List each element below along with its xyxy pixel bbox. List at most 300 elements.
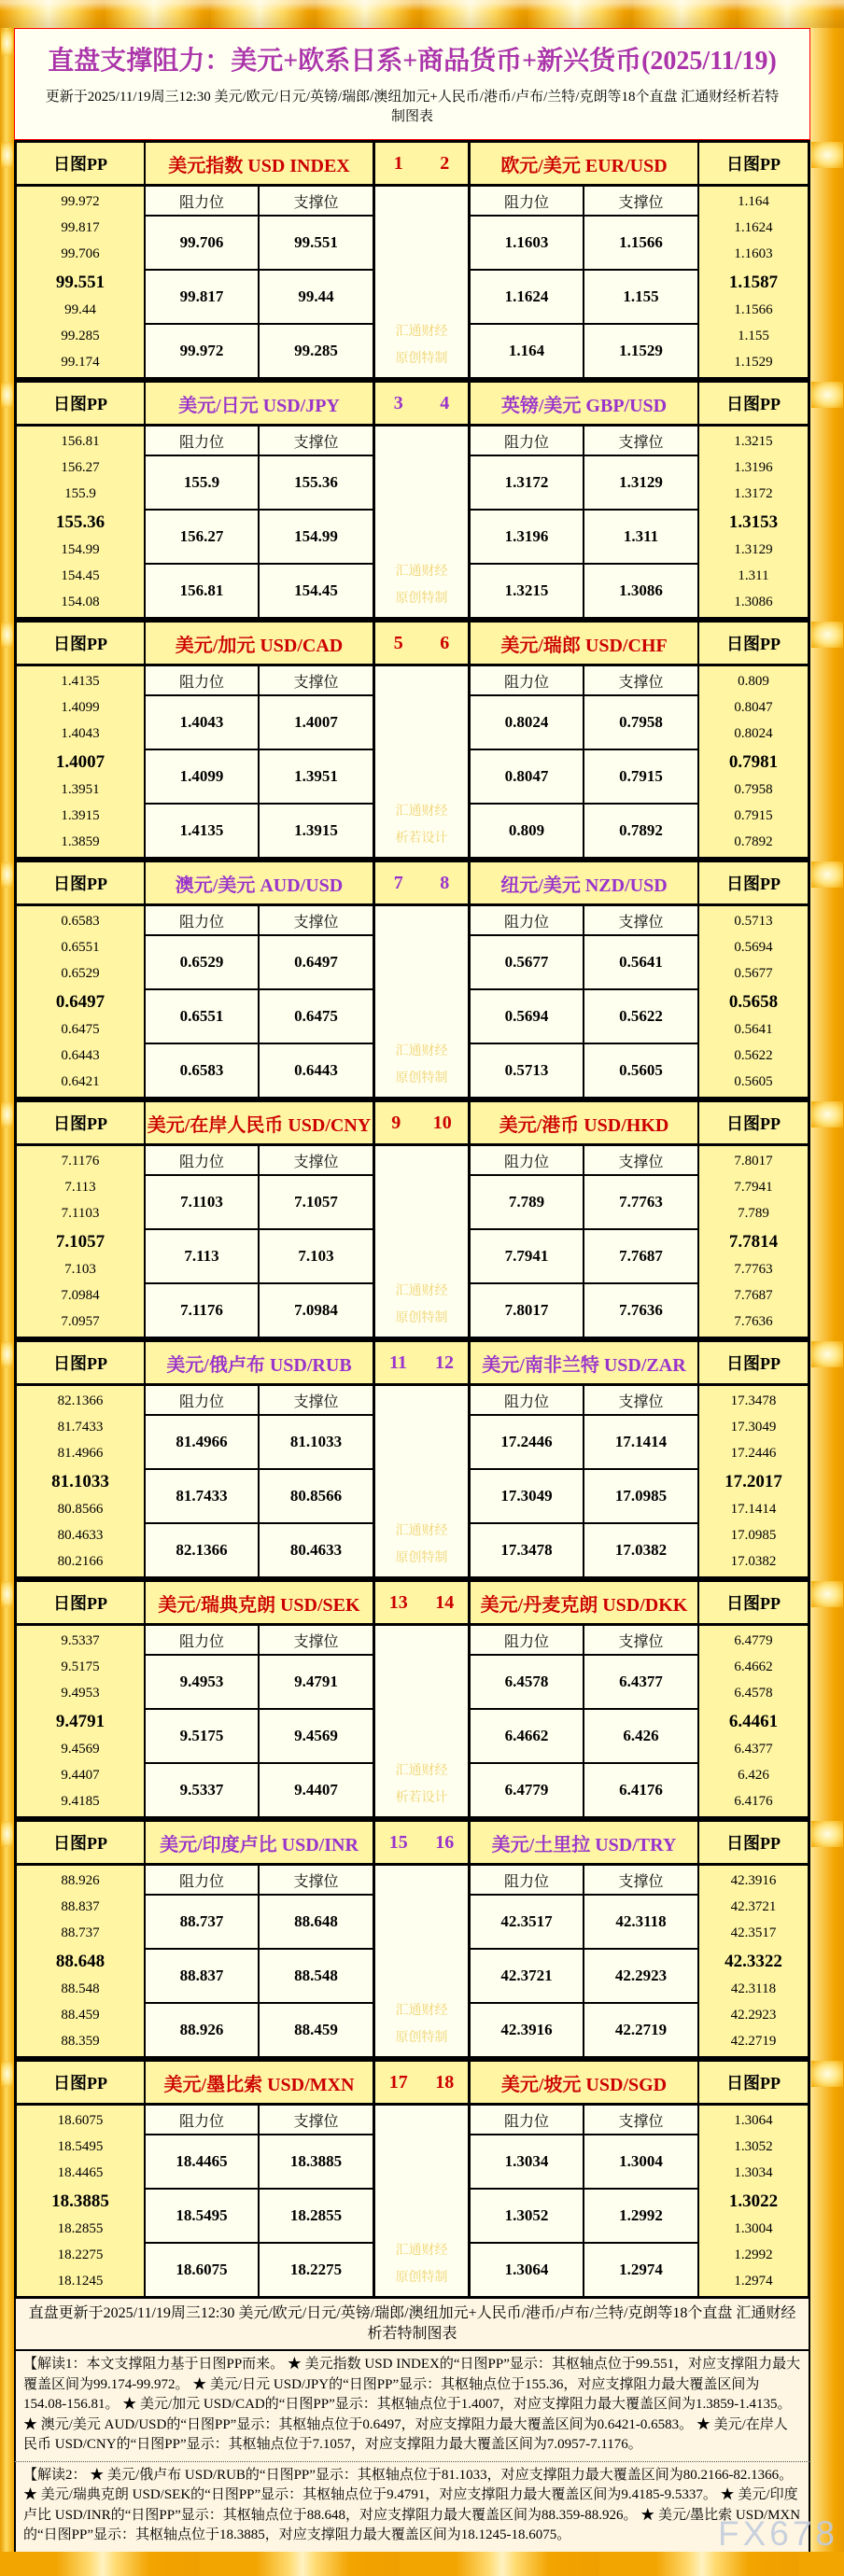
pp-value: 7.7636 xyxy=(734,1313,773,1329)
support-value: 7.7636 xyxy=(584,1283,698,1337)
resistance-value: 7.7941 xyxy=(470,1229,584,1283)
pp-pivot-value: 42.3322 xyxy=(724,1951,782,1971)
pair-index-numbers xyxy=(373,622,470,665)
support-header: 支撑位 xyxy=(584,905,698,935)
pp-value: 1.3196 xyxy=(734,459,773,475)
pp-value: 156.81 xyxy=(61,433,100,449)
pp-value: 154.99 xyxy=(61,541,100,557)
pp-pivot-value: 0.7981 xyxy=(728,751,779,772)
pp-levels-left xyxy=(16,1865,145,2057)
pp-levels-right xyxy=(698,186,809,378)
support-value: 0.6497 xyxy=(259,935,373,989)
levels-table xyxy=(14,1339,810,1579)
resistance-header: 阻力位 xyxy=(470,186,584,216)
pair-title-right: 英镑/美元 GBP/USD xyxy=(470,382,698,426)
pp-value: 9.4407 xyxy=(61,1767,100,1783)
pp-value: 99.817 xyxy=(61,219,100,235)
resistance-value: 1.3064 xyxy=(470,2243,584,2297)
levels-table xyxy=(14,620,810,860)
pp-value: 17.1414 xyxy=(730,1501,777,1517)
support-value: 6.4176 xyxy=(584,1763,698,1817)
pp-value: 7.7941 xyxy=(734,1179,773,1195)
watermark-line2: 原创特制 xyxy=(395,2031,448,2045)
pp-value: 1.3859 xyxy=(61,833,100,849)
pp-value: 1.3064 xyxy=(734,2112,773,2128)
support-header: 支撑位 xyxy=(584,2105,698,2135)
pp-value: 88.459 xyxy=(61,2007,100,2023)
watermark-line1: 汇通财经 xyxy=(395,1764,448,1778)
pp-levels-left xyxy=(16,1385,145,1577)
watermark xyxy=(373,186,470,378)
pp-value: 7.7763 xyxy=(734,1261,773,1277)
right-edge-decoration xyxy=(810,2351,844,2461)
pp-value: 88.548 xyxy=(61,1981,100,1996)
pp-pivot-value: 0.6497 xyxy=(55,991,106,1012)
pp-value: 0.6421 xyxy=(61,1073,100,1089)
pp-value: 0.5622 xyxy=(734,1047,773,1063)
currency-blocks-container xyxy=(0,140,844,2299)
pp-value: 18.5495 xyxy=(57,2138,104,2154)
levels-table xyxy=(14,2059,810,2299)
pair-number-left: 15 xyxy=(388,1831,408,1853)
left-edge-decoration xyxy=(0,140,14,380)
resistance-header: 阻力位 xyxy=(470,1865,584,1895)
support-header: 支撑位 xyxy=(584,426,698,455)
pp-header-left: 日图PP xyxy=(16,1101,145,1145)
pp-value: 9.4185 xyxy=(61,1793,100,1809)
pp-value: 0.6551 xyxy=(61,939,100,955)
resistance-value: 0.5677 xyxy=(470,935,584,989)
pp-pivot-value: 1.4007 xyxy=(55,751,106,772)
pair-number-left: 3 xyxy=(393,392,403,413)
support-header: 支撑位 xyxy=(584,1625,698,1655)
pp-levels-left xyxy=(16,426,145,618)
resistance-value: 1.3052 xyxy=(470,2189,584,2243)
pp-value: 1.1529 xyxy=(734,354,773,370)
levels-table xyxy=(14,1099,810,1339)
pp-header-left: 日图PP xyxy=(16,1341,145,1385)
pp-value: 1.3915 xyxy=(61,807,100,823)
resistance-value: 99.817 xyxy=(145,270,259,324)
support-value: 1.4007 xyxy=(259,695,373,749)
pp-value: 42.3916 xyxy=(730,1872,777,1888)
left-edge-decoration xyxy=(0,2059,14,2299)
resistance-value: 6.4578 xyxy=(470,1655,584,1709)
pp-value: 17.0382 xyxy=(730,1553,777,1569)
pp-header-right: 日图PP xyxy=(698,2061,809,2105)
support-value: 7.1057 xyxy=(259,1175,373,1229)
watermark-line2: 析若设计 xyxy=(395,832,448,846)
support-header: 支撑位 xyxy=(259,2105,373,2135)
pp-value: 17.3049 xyxy=(730,1419,777,1435)
pair-number-left: 9 xyxy=(391,1112,401,1133)
pp-value: 18.4465 xyxy=(57,2164,104,2180)
support-value: 6.426 xyxy=(584,1709,698,1763)
pp-pivot-value: 1.3022 xyxy=(728,2191,779,2211)
pp-value: 154.08 xyxy=(61,594,100,609)
resistance-value: 82.1366 xyxy=(145,1523,259,1577)
pp-header-left: 日图PP xyxy=(16,382,145,426)
pair-number-right: 4 xyxy=(440,392,450,413)
pp-levels-right xyxy=(698,905,809,1098)
pp-value: 88.737 xyxy=(61,1925,100,1940)
pp-value: 0.7958 xyxy=(734,781,773,797)
watermark-line2: 原创特制 xyxy=(395,1311,448,1325)
watermark-line1: 汇通财经 xyxy=(395,565,448,579)
support-header: 支撑位 xyxy=(259,665,373,695)
pair-title-left: 美元指数 USD INDEX xyxy=(145,142,373,186)
pair-title-right: 美元/港币 USD/HKD xyxy=(470,1101,698,1145)
pp-pivot-value: 99.551 xyxy=(55,272,106,292)
pp-value: 9.4953 xyxy=(61,1685,100,1701)
pp-value: 1.3129 xyxy=(734,541,773,557)
pp-value: 6.426 xyxy=(738,1767,769,1783)
pair-number-right: 8 xyxy=(440,872,450,893)
pair-number-right: 12 xyxy=(434,1351,454,1373)
currency-block xyxy=(0,1339,844,1579)
support-value: 154.45 xyxy=(259,564,373,618)
pp-levels-right xyxy=(698,2105,809,2297)
watermark xyxy=(373,1625,470,1817)
pp-levels-left xyxy=(16,905,145,1098)
support-header: 支撑位 xyxy=(584,1145,698,1175)
watermark-line1: 汇通财经 xyxy=(395,325,448,339)
footer-summary: 直盘更新于2025/11/19周三12:30 美元/欧元/日元/英镑/瑞郎/澳纽加元+人民币/港币/卢布/兰特/克朗等18个直盘 汇通财经析若特制图表 xyxy=(14,2299,810,2351)
pp-levels-right xyxy=(698,1385,809,1577)
currency-block xyxy=(0,1579,844,1819)
levels-table xyxy=(14,1579,810,1819)
pair-index-numbers xyxy=(373,1581,470,1625)
watermark-line2: 原创特制 xyxy=(395,2271,448,2285)
support-header: 支撑位 xyxy=(259,186,373,216)
pair-index-numbers xyxy=(373,1821,470,1865)
support-value: 9.4407 xyxy=(259,1763,373,1817)
pair-index-numbers xyxy=(373,2061,470,2105)
resistance-value: 7.113 xyxy=(145,1229,259,1283)
pp-value: 7.113 xyxy=(64,1179,96,1195)
resistance-value: 88.926 xyxy=(145,2003,259,2057)
resistance-value: 7.1103 xyxy=(145,1175,259,1229)
watermark xyxy=(373,905,470,1098)
pp-pivot-value: 1.1587 xyxy=(728,272,779,292)
support-value: 7.7687 xyxy=(584,1229,698,1283)
currency-block xyxy=(0,1099,844,1339)
currency-block xyxy=(0,860,844,1099)
pp-value: 1.3004 xyxy=(734,2220,773,2236)
support-value: 9.4569 xyxy=(259,1709,373,1763)
bottom-gold-banner xyxy=(0,2552,844,2576)
pp-pivot-value: 88.648 xyxy=(55,1951,106,1971)
pair-number-right: 2 xyxy=(440,152,450,174)
support-value: 99.44 xyxy=(259,270,373,324)
pp-value: 42.2719 xyxy=(730,2033,777,2049)
support-value: 7.103 xyxy=(259,1229,373,1283)
pp-value: 42.3517 xyxy=(730,1925,777,1940)
watermark-line2: 析若设计 xyxy=(395,1791,448,1805)
support-value: 0.6443 xyxy=(259,1043,373,1098)
pp-value: 0.5641 xyxy=(734,1021,773,1037)
pair-number-left: 11 xyxy=(389,1351,407,1373)
pp-value: 99.174 xyxy=(61,354,100,370)
support-header: 支撑位 xyxy=(259,905,373,935)
support-value: 1.155 xyxy=(584,270,698,324)
pp-value: 1.2992 xyxy=(734,2247,773,2262)
resistance-value: 81.4966 xyxy=(145,1415,259,1469)
watermark-line2: 原创特制 xyxy=(395,592,448,606)
resistance-header: 阻力位 xyxy=(470,426,584,455)
right-edge-decoration xyxy=(810,1099,844,1339)
resistance-value: 7.789 xyxy=(470,1175,584,1229)
pp-value: 80.2166 xyxy=(57,1553,104,1569)
support-value: 9.4791 xyxy=(259,1655,373,1709)
resistance-header: 阻力位 xyxy=(145,1865,259,1895)
resistance-value: 0.809 xyxy=(470,804,584,858)
pp-value: 6.4377 xyxy=(734,1741,773,1757)
watermark xyxy=(373,1865,470,2057)
support-value: 1.3004 xyxy=(584,2135,698,2189)
right-edge-decoration xyxy=(810,860,844,1099)
support-value: 88.648 xyxy=(259,1895,373,1949)
resistance-header: 阻力位 xyxy=(145,1385,259,1415)
pp-value: 99.972 xyxy=(61,193,100,209)
pair-number-left: 5 xyxy=(393,632,403,653)
resistance-header: 阻力位 xyxy=(145,186,259,216)
resistance-value: 88.837 xyxy=(145,1949,259,2003)
support-value: 0.6475 xyxy=(259,989,373,1043)
pp-value: 6.4578 xyxy=(734,1685,773,1701)
pair-title-right: 美元/南非兰特 USD/ZAR xyxy=(470,1341,698,1385)
resistance-header: 阻力位 xyxy=(145,665,259,695)
pair-title-right: 美元/坡元 USD/SGD xyxy=(470,2061,698,2105)
page-title: 直盘支撑阻力：美元+欧系日系+商品货币+新兴货币(2025/11/19) xyxy=(48,47,777,76)
resistance-value: 99.972 xyxy=(145,324,259,378)
resistance-value: 1.1624 xyxy=(470,270,584,324)
pp-value: 1.3951 xyxy=(61,781,100,797)
support-value: 0.7892 xyxy=(584,804,698,858)
support-value: 18.2855 xyxy=(259,2189,373,2243)
pair-title-right: 美元/土里拉 USD/TRY xyxy=(470,1821,698,1865)
pp-value: 1.3215 xyxy=(734,433,773,449)
pp-value: 7.1176 xyxy=(61,1153,100,1169)
support-value: 1.3951 xyxy=(259,749,373,804)
watermark-line2: 原创特制 xyxy=(395,352,448,366)
support-value: 99.551 xyxy=(259,216,373,270)
title-box xyxy=(14,28,810,140)
pp-value: 1.155 xyxy=(738,328,769,343)
pp-value: 7.1103 xyxy=(61,1205,100,1221)
right-edge-decoration xyxy=(810,140,844,380)
pp-value: 0.6583 xyxy=(61,913,100,929)
pp-levels-right xyxy=(698,426,809,618)
pp-pivot-value: 1.3153 xyxy=(728,511,779,532)
jiedu1-row xyxy=(0,2351,844,2461)
pair-index-numbers xyxy=(373,1101,470,1145)
pp-value: 1.2974 xyxy=(734,2273,773,2289)
support-header: 支撑位 xyxy=(259,1865,373,1895)
resistance-value: 18.4465 xyxy=(145,2135,259,2189)
pp-value: 9.4569 xyxy=(61,1741,100,1757)
left-edge-decoration xyxy=(0,1339,14,1579)
support-value: 0.7915 xyxy=(584,749,698,804)
left-edge-decoration xyxy=(0,2461,14,2552)
support-header: 支撑位 xyxy=(259,1385,373,1415)
watermark-line1: 汇通财经 xyxy=(395,2244,448,2258)
pp-value: 7.8017 xyxy=(734,1153,773,1169)
support-value: 88.459 xyxy=(259,2003,373,2057)
pp-value: 0.5677 xyxy=(734,965,773,981)
resistance-value: 17.3049 xyxy=(470,1469,584,1523)
right-edge-decoration xyxy=(810,620,844,860)
resistance-header: 阻力位 xyxy=(145,1145,259,1175)
pp-value: 17.3478 xyxy=(730,1393,777,1408)
watermark-line1: 汇通财经 xyxy=(395,1044,448,1058)
resistance-value: 81.7433 xyxy=(145,1469,259,1523)
resistance-value: 0.6529 xyxy=(145,935,259,989)
resistance-value: 88.737 xyxy=(145,1895,259,1949)
pp-value: 0.7915 xyxy=(734,807,773,823)
pair-title-left: 澳元/美元 AUD/USD xyxy=(145,861,373,905)
support-value: 0.5605 xyxy=(584,1043,698,1098)
left-edge-decoration xyxy=(0,1099,14,1339)
pp-header-left: 日图PP xyxy=(16,2061,145,2105)
pp-header-right: 日图PP xyxy=(698,1101,809,1145)
watermark xyxy=(373,2105,470,2297)
jiedu2-row xyxy=(0,2461,844,2552)
pair-index-numbers xyxy=(373,142,470,186)
support-header: 支撑位 xyxy=(584,665,698,695)
pp-value: 81.4966 xyxy=(57,1445,104,1461)
watermark-line2: 原创特制 xyxy=(395,1071,448,1085)
resistance-value: 1.4099 xyxy=(145,749,259,804)
left-edge-decoration xyxy=(0,2299,14,2351)
page-subtitle: 更新于2025/11/19周三12:30 美元/欧元/日元/英镑/瑞郎/澳纽加元+人民币/港币/卢布/兰特/克朗等18个直盘 汇通财经析若特制图表 xyxy=(45,90,780,124)
support-value: 17.0382 xyxy=(584,1523,698,1577)
resistance-value: 1.3172 xyxy=(470,455,584,510)
pp-value: 1.3086 xyxy=(734,594,773,609)
pp-value: 0.7892 xyxy=(734,833,773,849)
pair-title-left: 美元/加元 USD/CAD xyxy=(145,622,373,665)
title-row xyxy=(0,28,844,140)
pp-value: 0.8024 xyxy=(734,725,773,741)
pp-value: 88.837 xyxy=(61,1898,100,1914)
support-value: 1.3086 xyxy=(584,564,698,618)
resistance-value: 1.164 xyxy=(470,324,584,378)
support-value: 0.7958 xyxy=(584,695,698,749)
fx678-watermark: FX678 xyxy=(717,2513,838,2553)
pair-number-right: 14 xyxy=(435,1591,455,1613)
watermark xyxy=(373,426,470,618)
support-value: 7.7763 xyxy=(584,1175,698,1229)
support-value: 1.2992 xyxy=(584,2189,698,2243)
pair-number-left: 7 xyxy=(393,872,403,893)
pp-value: 0.809 xyxy=(738,673,769,689)
left-edge-decoration xyxy=(0,860,14,1099)
support-value: 1.1529 xyxy=(584,324,698,378)
pp-value: 1.1566 xyxy=(734,301,773,317)
pp-value: 7.103 xyxy=(64,1261,96,1277)
levels-table xyxy=(14,140,810,380)
right-edge-decoration xyxy=(810,1339,844,1579)
resistance-value: 6.4662 xyxy=(470,1709,584,1763)
resistance-value: 7.8017 xyxy=(470,1283,584,1337)
right-edge-decoration xyxy=(810,1819,844,2059)
pp-pivot-value: 7.7814 xyxy=(728,1231,779,1252)
resistance-value: 0.5713 xyxy=(470,1043,584,1098)
support-value: 6.4377 xyxy=(584,1655,698,1709)
pp-value: 0.5605 xyxy=(734,1073,773,1089)
pp-value: 18.1245 xyxy=(57,2273,104,2289)
pp-value: 1.4043 xyxy=(61,725,100,741)
pp-levels-left xyxy=(16,186,145,378)
resistance-value: 18.6075 xyxy=(145,2243,259,2297)
support-value: 80.4633 xyxy=(259,1523,373,1577)
resistance-value: 18.5495 xyxy=(145,2189,259,2243)
resistance-value: 156.81 xyxy=(145,564,259,618)
top-gold-banner xyxy=(0,0,844,28)
resistance-header: 阻力位 xyxy=(470,2105,584,2135)
support-value: 1.2974 xyxy=(584,2243,698,2297)
pp-value: 7.7687 xyxy=(734,1287,773,1303)
resistance-header: 阻力位 xyxy=(145,905,259,935)
pair-title-right: 美元/瑞郎 USD/CHF xyxy=(470,622,698,665)
pair-title-left: 美元/在岸人民币 USD/CNY xyxy=(145,1101,373,1145)
interpretation-1: 【解读1：本文支撑阻力基于日图PP而来。 ★ 美元指数 USD INDEX的“日图PP”显示：其枢轴点位于99.551，对应支撑阻力最大覆盖区间为99.174-99.972。 ★ 美元/日元 USD/JPY的“日图PP”显示：其枢轴点位于155.36，对应支撑阻力最大覆盖区间为154.08-156.81。 ★ 美元/加元 USD/CAD的“日图PP”显示：其枢轴点位于1.4007，对应支撑阻力最大覆盖区间为1.3859-1.4135。 ★ 澳元/美元 AUD/USD的“日图PP”显示：其枢轴点位于0.6497，对应支撑阻力最大覆盖区间为0.6421-0.6583。 ★ 美元/在岸人民币 USD/CNY的“日图PP”显示：其枢轴点位于7.1057，对应支撑阻力最大覆盖区间为7.0957-7.1176。 xyxy=(14,2351,810,2461)
pair-index-numbers xyxy=(373,1341,470,1385)
pp-levels-right xyxy=(698,1865,809,2057)
support-value: 42.3118 xyxy=(584,1895,698,1949)
support-value: 0.5641 xyxy=(584,935,698,989)
currency-block xyxy=(0,380,844,620)
left-edge-decoration xyxy=(0,1819,14,2059)
resistance-value: 6.4779 xyxy=(470,1763,584,1817)
pp-header-left: 日图PP xyxy=(16,861,145,905)
support-header: 支撑位 xyxy=(584,1385,698,1415)
support-value: 0.5622 xyxy=(584,989,698,1043)
pp-value: 0.5713 xyxy=(734,913,773,929)
resistance-value: 7.1176 xyxy=(145,1283,259,1337)
pp-value: 88.359 xyxy=(61,2033,100,2049)
pair-number-right: 10 xyxy=(432,1112,452,1133)
pp-header-left: 日图PP xyxy=(16,1581,145,1625)
pp-value: 154.45 xyxy=(61,567,100,583)
support-value: 1.3129 xyxy=(584,455,698,510)
pp-value: 6.4779 xyxy=(734,1632,773,1648)
resistance-value: 0.6583 xyxy=(145,1043,259,1098)
left-edge-decoration xyxy=(0,2351,14,2461)
pair-number-right: 6 xyxy=(440,632,450,653)
pair-title-right: 欧元/美元 EUR/USD xyxy=(470,142,698,186)
pp-value: 17.2446 xyxy=(730,1445,777,1461)
pp-header-left: 日图PP xyxy=(16,1821,145,1865)
resistance-value: 1.4043 xyxy=(145,695,259,749)
pp-value: 1.164 xyxy=(738,193,769,209)
pp-value: 1.3034 xyxy=(734,2164,773,2180)
resistance-value: 0.8047 xyxy=(470,749,584,804)
support-value: 17.0985 xyxy=(584,1469,698,1523)
pp-levels-left xyxy=(16,2105,145,2297)
pp-pivot-value: 6.4461 xyxy=(728,1711,779,1731)
resistance-header: 阻力位 xyxy=(145,2105,259,2135)
support-value: 42.2923 xyxy=(584,1949,698,2003)
pp-levels-right xyxy=(698,1145,809,1337)
pp-value: 88.926 xyxy=(61,1872,100,1888)
pair-title-left: 美元/瑞典克朗 USD/SEK xyxy=(145,1581,373,1625)
pp-header-right: 日图PP xyxy=(698,861,809,905)
watermark xyxy=(373,1385,470,1577)
pp-pivot-value: 17.2017 xyxy=(724,1471,782,1491)
watermark-line1: 汇通财经 xyxy=(395,1524,448,1538)
pp-value: 80.8566 xyxy=(57,1501,104,1517)
